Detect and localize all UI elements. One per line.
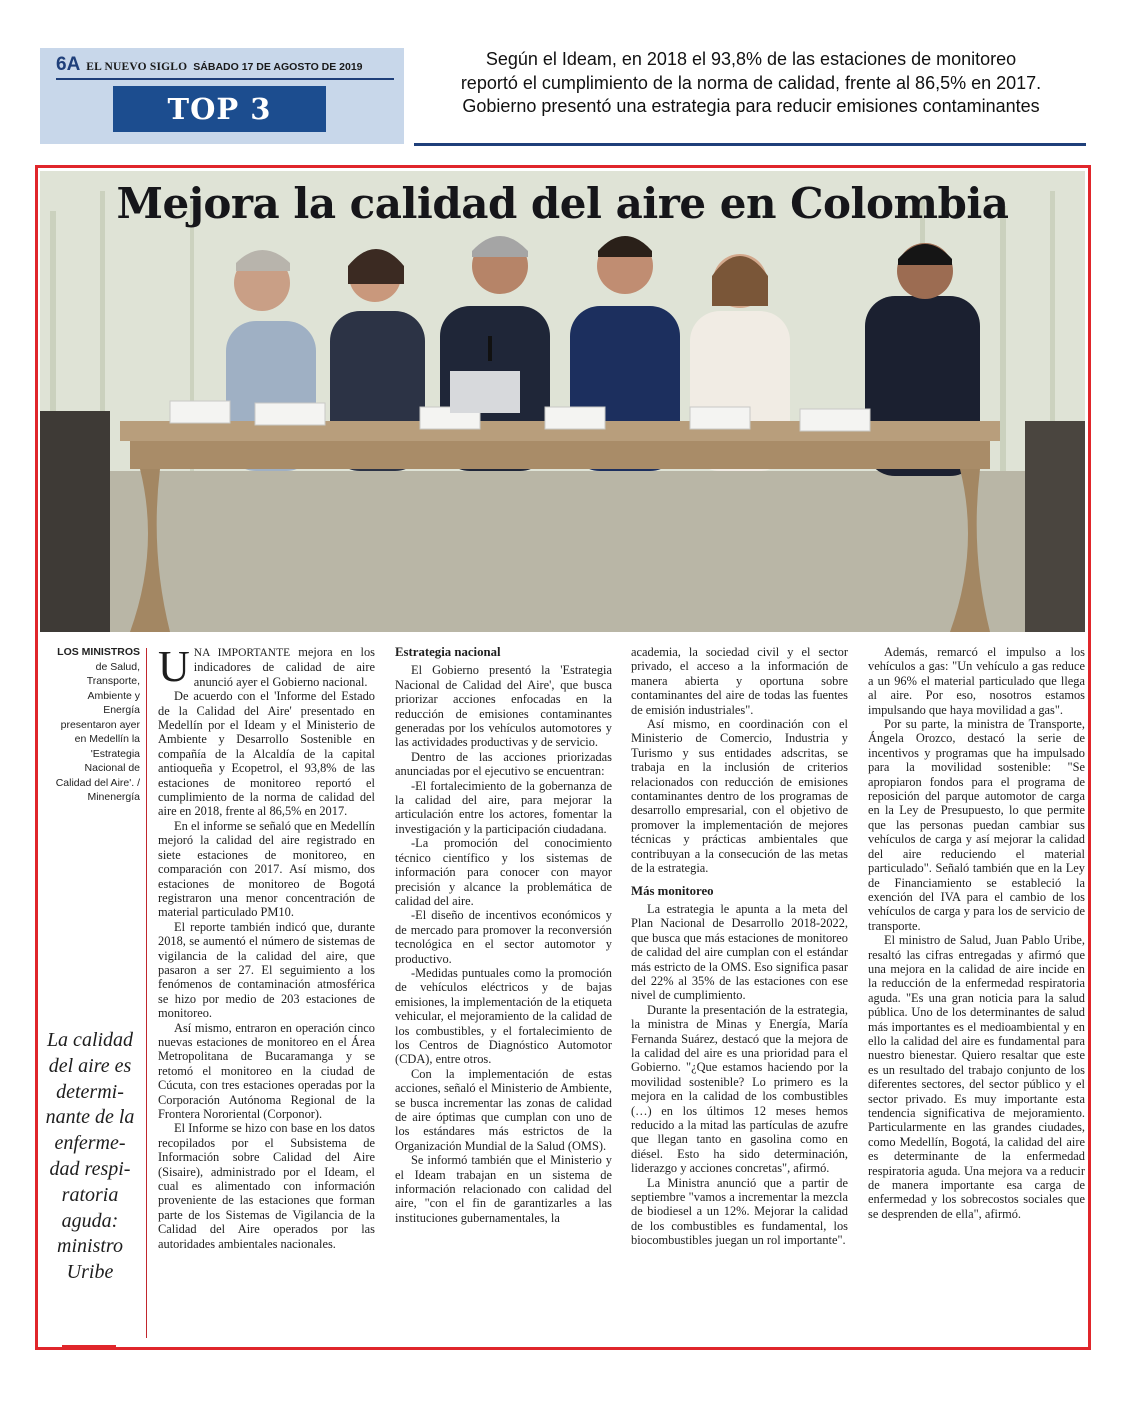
- pull-quote: La calidad del aire es determi- nante de la enferme- dad respi- ratoria aguda: ministro Uribe: [45, 1029, 135, 1284]
- summary-line: reportó el cumplimiento de la norma de calidad, frente al 86,5% en 2017.: [460, 72, 1042, 93]
- body-paragraph: Se informó también que el Ministerio y el Ideam trabajan en un sistema de información relacionado con calidad del aire, "con el fin de garantizarles a las instituciones gubernamentales, la: [395, 1153, 612, 1225]
- body-paragraph: -La promoción del conocimiento técnico científico y los sistemas de información para conocer con mayor precisión y alcance la problemática de calidad del aire.: [395, 836, 612, 908]
- body-paragraph: En el informe se señaló que en Medellín mejoró la calidad del aire registrado en siete estaciones de monitoreo, en comparación con 2017. Así mismo, dos estaciones de monitoreo de Bogotá registraron una menor concentración de material particulado PM10.: [158, 818, 375, 920]
- body-paragraph: -El fortalecimiento de la gobernanza de la calidad del aire, para mejorar la articulación entre los actores, fomentar la investigación y la participación ciudadana.: [395, 778, 612, 836]
- body-paragraph: La estrategia le apunta a la meta del Plan Nacional de Desarrollo 2018-2022, que busca que más estaciones de monitoreo de calidad del aire cumplan con el estándar más estricto de la OMS. Eso significa pasar del 22% al 35% de las estaciones con ese nivel de cumplimiento.: [631, 901, 848, 1003]
- issue-date: SÁBADO 17 DE AGOSTO DE 2019: [193, 61, 363, 73]
- section-label: TOP 3: [113, 86, 326, 132]
- article-column-2: [395, 645, 612, 1225]
- page-number: 6A: [56, 54, 81, 75]
- article-column-1: [158, 642, 375, 1251]
- folio-rule: [56, 78, 394, 80]
- column-rule: [146, 648, 147, 1338]
- subheading: Estrategia nacional: [395, 645, 501, 659]
- summary-line: Gobierno presentó una estrategia para reducir emisiones contaminantes: [462, 96, 1040, 116]
- body-paragraph: El ministro de Salud, Juan Pablo Uribe, resaltó las cifras entregadas y afirmó que una mejora en la calidad de aire incide en la reducción de la enfermedad respiratoria aguda. "Es una gran noticia para la salud pública. Uno de los determinantes de salud más importantes es el medioambiental y en ello la calidad del aire es fundamental para nuestro bienestar. Quiero resaltar que este es un resultado del trabajo conjunto de los diferentes sectores, del sector público y el sector privado. Es muy importante esta tendencia significativa de mejoramiento. Particularmente en las grandes ciudades, como Medellín, Bogotá, la calidad del aire es determinante de la enfermedad respiratoria aguda. Una mejora va a reducir de manera importante esa carga de enfermedad y los sobrecostos sociales que se desprenden de ella", afirmó.: [868, 933, 1085, 1221]
- body-paragraph: El reporte también indicó que, durante 2018, se aumentó el número de sistemas de vigilancia de la calidad del aire, que pasaron a ser 27. El seguimiento a los fenómenos de contaminación atmosférica se hizo por medio de 203 estaciones de monitoreo.: [158, 919, 375, 1021]
- photo-illustration: [40, 171, 1085, 632]
- body-paragraph: El Gobierno presentó la 'Estrategia Nacional de Calidad del Aire', que busca priorizar acciones enfocadas en la reducción de emisiones contaminantes generadas por los vehículos automotores y las actividades productivas y de servicio.: [395, 663, 612, 750]
- lead-paragraph: UNA IMPORTANTE mejora en los indicadores de calidad de aire anunció ayer el Gobierno nacional.: [158, 642, 375, 691]
- pull-quote-rule: [62, 1345, 116, 1348]
- article-headline: Mejora la calidad del aire en Colombia: [116, 179, 1009, 228]
- body-paragraph: La Ministra anunció que a partir de septiembre "vamos a incrementar la mezcla de biodiesel a un 12%. Mejorar la calidad de los combustibles es fundamental, los biocombustibles juegan un rol importante".: [631, 1175, 848, 1248]
- body-paragraph: Durante la presentación de la estrategia, la ministra de Minas y Energía, María Fernanda Suárez, destacó que la mejora de la calidad del aire es una prioridad para el Gobierno. "¿Que estamos haciendo por la movilidad sostenible? Lo primero es la mejora en la calidad de los combustibles (…) en los últimos 12 meses hemos reducido a la mitad las partículas de azufre que llegan tanto en gasolina como en diésel. Esto ha sido determinación, liderazgo y acciones concretas", afirmó.: [631, 1002, 848, 1176]
- body-paragraph: -El diseño de incentivos económicos y de mercado para promover la reconversión tecnológica en el sector automotor y productivo.: [395, 908, 612, 966]
- folio: [56, 54, 363, 76]
- article-column-3: [631, 645, 848, 1248]
- body-paragraph: El Informe se hizo con base en los datos recopilados por el Subsistema de Información sobre Calidad del Aire (Sisaire), administrado por el Ideam, el cual es alimentado con información proveniente de las estaciones que forman parte de los Sistemas de Vigilancia de la Calidad del Aire operados por las autoridades ambientales nacionales.: [158, 1121, 375, 1251]
- body-paragraph: Dentro de las acciones priorizadas anunciadas por el ejecutivo se encuentran:: [395, 749, 612, 779]
- body-paragraph: -Medidas puntuales como la promoción de vehículos eléctricos y de bajas emisiones, la implementación de la etiqueta vehicular, el mejoramiento de la calidad de los combustibles, y el fortalecimiento de los Centros de Diagnóstico Automotor (CDA), entre otros.: [395, 965, 612, 1067]
- summary-rule: [414, 143, 1086, 146]
- lead-caps: NA IMPORTANTE: [193, 647, 291, 659]
- body-paragraph: De acuerdo con el 'Informe del Estado de la Calidad del Aire' presentado en Medellín por el Ideam y el Ministerio de Ambiente y Desarrollo Sostenible en compañía de la Alcaldía de la capital antioqueña y Ecopetrol, el 93,8% de las estaciones de monitoreo reportó el cumplimiento de la norma de calidad del aire en 2018, frente al 86,5% en 2017.: [158, 689, 375, 819]
- section-header: [40, 48, 404, 144]
- photo-caption: [48, 645, 140, 805]
- article-column-4: [868, 645, 1085, 1221]
- body-paragraph: Por su parte, la ministra de Transporte, Ángela Orozco, destacó la serie de incentivos y programas que ha impulsado para la movilidad sostenible: "Se apropiaron fondos para el programa de reposición del parque automotor de carga en la Ley de Presupuesto, lo que permite que las personas puedan cambiar sus vehículos de carga y así mejorar la calidad del aire reduciendo el material particulado". Señaló también que en la Ley de Financiamiento se estableció la exención del IVA para el cambio de los vehículos de carga y para los de servicio de transporte.: [868, 717, 1085, 933]
- subheading: Más monitoreo: [631, 883, 714, 898]
- summary-deck: [416, 48, 1086, 119]
- body-paragraph: Así mismo, entraron en operación cinco nuevas estaciones de monitoreo en el Área Metropolitana de Bucaramanga y se retomó el monitoreo en la ciudad de Cúcuta, con tres estaciones operadas por la Corporación Autónoma Regional de la Frontera Nororiental (Corponor).: [158, 1020, 375, 1121]
- summary-line: Según el Ideam, en 2018 el 93,8% de las estaciones de monitoreo: [485, 49, 1017, 69]
- caption-text: de Salud, Transporte, Ambiente y Energía presentaron ayer en Medellín la 'Estrategia Nacional de Calidad del Aire'. / Minenergía: [55, 660, 140, 803]
- article-photo: [40, 171, 1085, 632]
- drop-cap: U: [158, 642, 190, 691]
- caption-lead: LOS MINISTROS: [57, 646, 140, 658]
- body-paragraph: Además, remarcó el impulso a los vehículos a gas: "Un vehículo a gas reduce a un 96% el material particulado que llega al aire. Por eso, nosotros estamos impulsando que haya movilidad a gas".: [868, 645, 1085, 717]
- body-paragraph: Así mismo, en coordinación con el Ministerio de Comercio, Industria y Turismo y sus entidades adscritas, se trabaja en la inclusión de criterios relacionados con reducción de emisiones contaminantes dentro de los programas de desarrollo empresarial, con el objetivo de promover la implementación de mejores técnicas y prácticas ambientales que contribuyan a la consecución de las metas de la estrategia.: [631, 717, 848, 876]
- body-paragraph: academia, la sociedad civil y el sector privado, el acceso a la información de manera abierta y oportuna sobre contaminantes del aire de todas las fuentes de emisión industriales".: [631, 645, 848, 717]
- body-paragraph: Con la implementación de estas acciones, señaló el Ministerio de Ambiente, se busca incrementar las zonas de calidad de aire óptimas que cumplan con uno de los estándares más estrictos de la Organización Mundial de la Salud (OMS).: [395, 1066, 612, 1153]
- newspaper-name: EL NUEVO SIGLO: [86, 61, 188, 73]
